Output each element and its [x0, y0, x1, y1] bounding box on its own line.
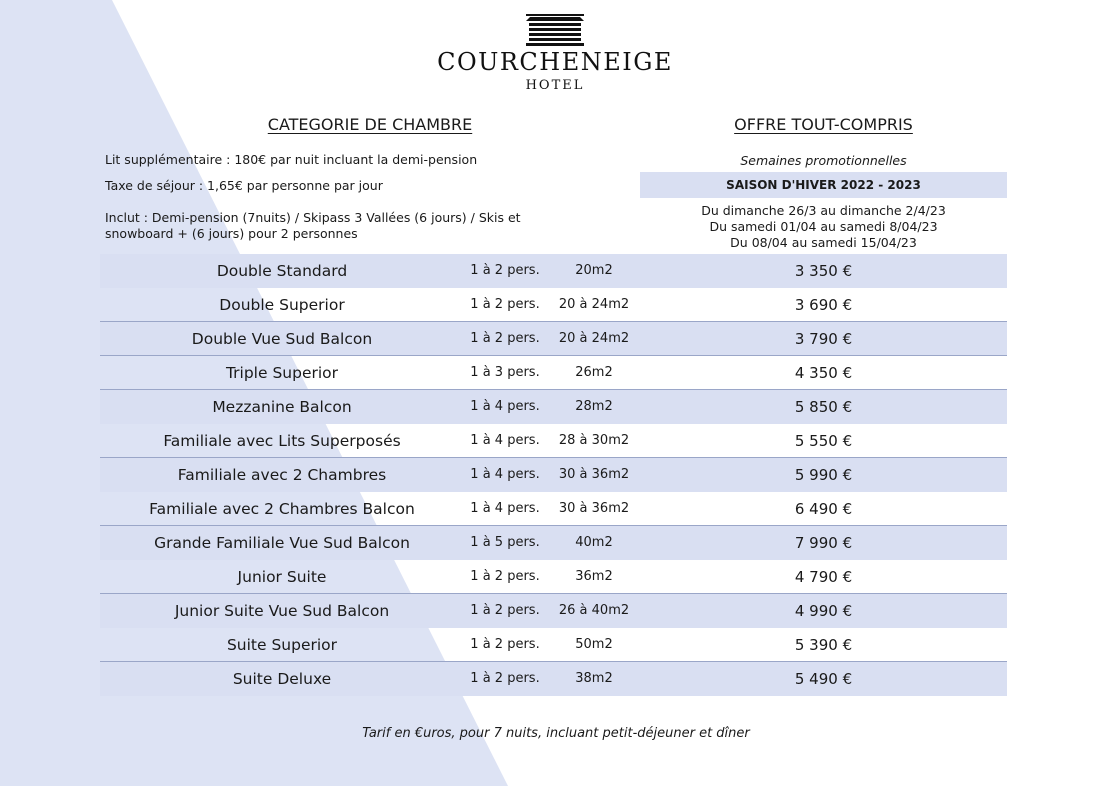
room-capacity: 1 à 4 pers. — [470, 501, 540, 516]
note-includes-line2: snowboard + (6 jours) pour 2 personnes — [105, 226, 358, 241]
room-price: 5 990 € — [794, 466, 853, 484]
table-row — [100, 662, 1007, 696]
room-name: Double Vue Sud Balcon — [191, 330, 373, 348]
room-capacity: 1 à 4 pers. — [470, 399, 540, 414]
promo-weeks: Semaines promotionnelles — [740, 153, 907, 168]
room-capacity: 1 à 3 pers. — [470, 365, 540, 380]
room-size: 30 à 36m2 — [558, 501, 630, 516]
room-name: Junior Suite Vue Sud Balcon — [174, 602, 390, 620]
room-price: 4 990 € — [794, 602, 853, 620]
room-capacity: 1 à 2 pers. — [470, 297, 540, 312]
table-row — [100, 560, 1007, 594]
room-size: 30 à 36m2 — [558, 467, 630, 482]
room-price: 7 990 € — [794, 534, 853, 552]
room-size: 40m2 — [575, 535, 613, 550]
season-banner: SAISON D'HIVER 2022 - 2023 — [640, 172, 1007, 198]
note-extra-bed: Lit supplémentaire : 180€ par nuit incluant la demi-pension — [105, 152, 478, 167]
brand-name: COURCHENEIGE — [437, 48, 673, 76]
room-size: 20 à 24m2 — [558, 297, 630, 312]
room-size: 26 à 40m2 — [558, 603, 630, 618]
brand-subtitle: HOTEL — [525, 78, 585, 93]
room-price: 4 350 € — [794, 364, 853, 382]
room-price: 3 690 € — [794, 296, 853, 314]
table-row — [100, 390, 1007, 424]
room-capacity: 1 à 2 pers. — [470, 637, 540, 652]
offer-header: OFFRE TOUT-COMPRIS — [734, 115, 913, 134]
footer-note: Tarif en €uros, pour 7 nuits, incluant petit-déjeuner et dîner — [362, 726, 750, 741]
room-size: 28 à 30m2 — [558, 433, 630, 448]
room-price: 4 790 € — [794, 568, 853, 586]
room-price: 6 490 € — [794, 500, 853, 518]
date-range: Du 08/04 au samedi 15/04/23 — [730, 235, 917, 250]
room-name: Suite Superior — [226, 636, 338, 654]
table-row — [100, 628, 1007, 662]
room-size: 38m2 — [575, 671, 613, 686]
room-name: Familiale avec 2 Chambres Balcon — [149, 500, 415, 518]
table-row — [100, 492, 1007, 526]
table-row — [100, 458, 1007, 492]
room-name: Familiale avec Lits Superposés — [163, 432, 401, 450]
room-price: 5 490 € — [794, 670, 853, 688]
room-price: 5 850 € — [794, 398, 853, 416]
table-row — [100, 322, 1007, 356]
room-capacity: 1 à 5 pers. — [470, 535, 540, 550]
room-name: Junior Suite — [237, 568, 327, 586]
room-size: 36m2 — [575, 569, 613, 584]
room-capacity: 1 à 4 pers. — [470, 467, 540, 482]
room-price: 5 390 € — [794, 636, 853, 654]
room-price: 5 550 € — [794, 432, 853, 450]
room-size: 50m2 — [575, 637, 613, 652]
room-price: 3 790 € — [794, 330, 853, 348]
room-name: Suite Deluxe — [232, 670, 332, 688]
table-row — [100, 594, 1007, 628]
table-row — [100, 424, 1007, 458]
room-capacity: 1 à 2 pers. — [470, 569, 540, 584]
note-includes-line1: Inclut : Demi-pension (7nuits) / Skipass 3 Vallées (6 jours) / Skis et — [105, 210, 521, 225]
room-name: Grande Familiale Vue Sud Balcon — [154, 534, 410, 552]
room-name: Double Standard — [216, 262, 348, 280]
table-row — [100, 254, 1007, 288]
date-range: Du dimanche 26/3 au dimanche 2/4/23 — [701, 203, 946, 218]
category-header: CATEGORIE DE CHAMBRE — [267, 115, 473, 134]
room-name: Double Superior — [219, 296, 345, 314]
room-price: 3 350 € — [794, 262, 853, 280]
room-capacity: 1 à 2 pers. — [470, 263, 540, 278]
room-capacity: 1 à 4 pers. — [470, 433, 540, 448]
room-name: Mezzanine Balcon — [212, 398, 352, 416]
room-name: Triple Superior — [225, 364, 339, 382]
room-size: 28m2 — [575, 399, 613, 414]
table-row — [100, 288, 1007, 322]
hotel-logo — [430, 14, 680, 93]
room-size: 20 à 24m2 — [558, 331, 630, 346]
building-icon — [524, 14, 586, 46]
room-size: 26m2 — [575, 365, 613, 380]
room-capacity: 1 à 2 pers. — [470, 331, 540, 346]
promo-dates — [640, 203, 1007, 251]
room-capacity: 1 à 2 pers. — [470, 603, 540, 618]
room-size: 20m2 — [575, 263, 613, 278]
room-capacity: 1 à 2 pers. — [470, 671, 540, 686]
date-range: Du samedi 01/04 au samedi 8/04/23 — [709, 219, 938, 234]
note-tourist-tax: Taxe de séjour : 1,65€ par personne par jour — [105, 178, 383, 193]
room-price-table — [100, 254, 1007, 696]
room-name: Familiale avec 2 Chambres — [177, 466, 387, 484]
table-row — [100, 356, 1007, 390]
table-row — [100, 526, 1007, 560]
